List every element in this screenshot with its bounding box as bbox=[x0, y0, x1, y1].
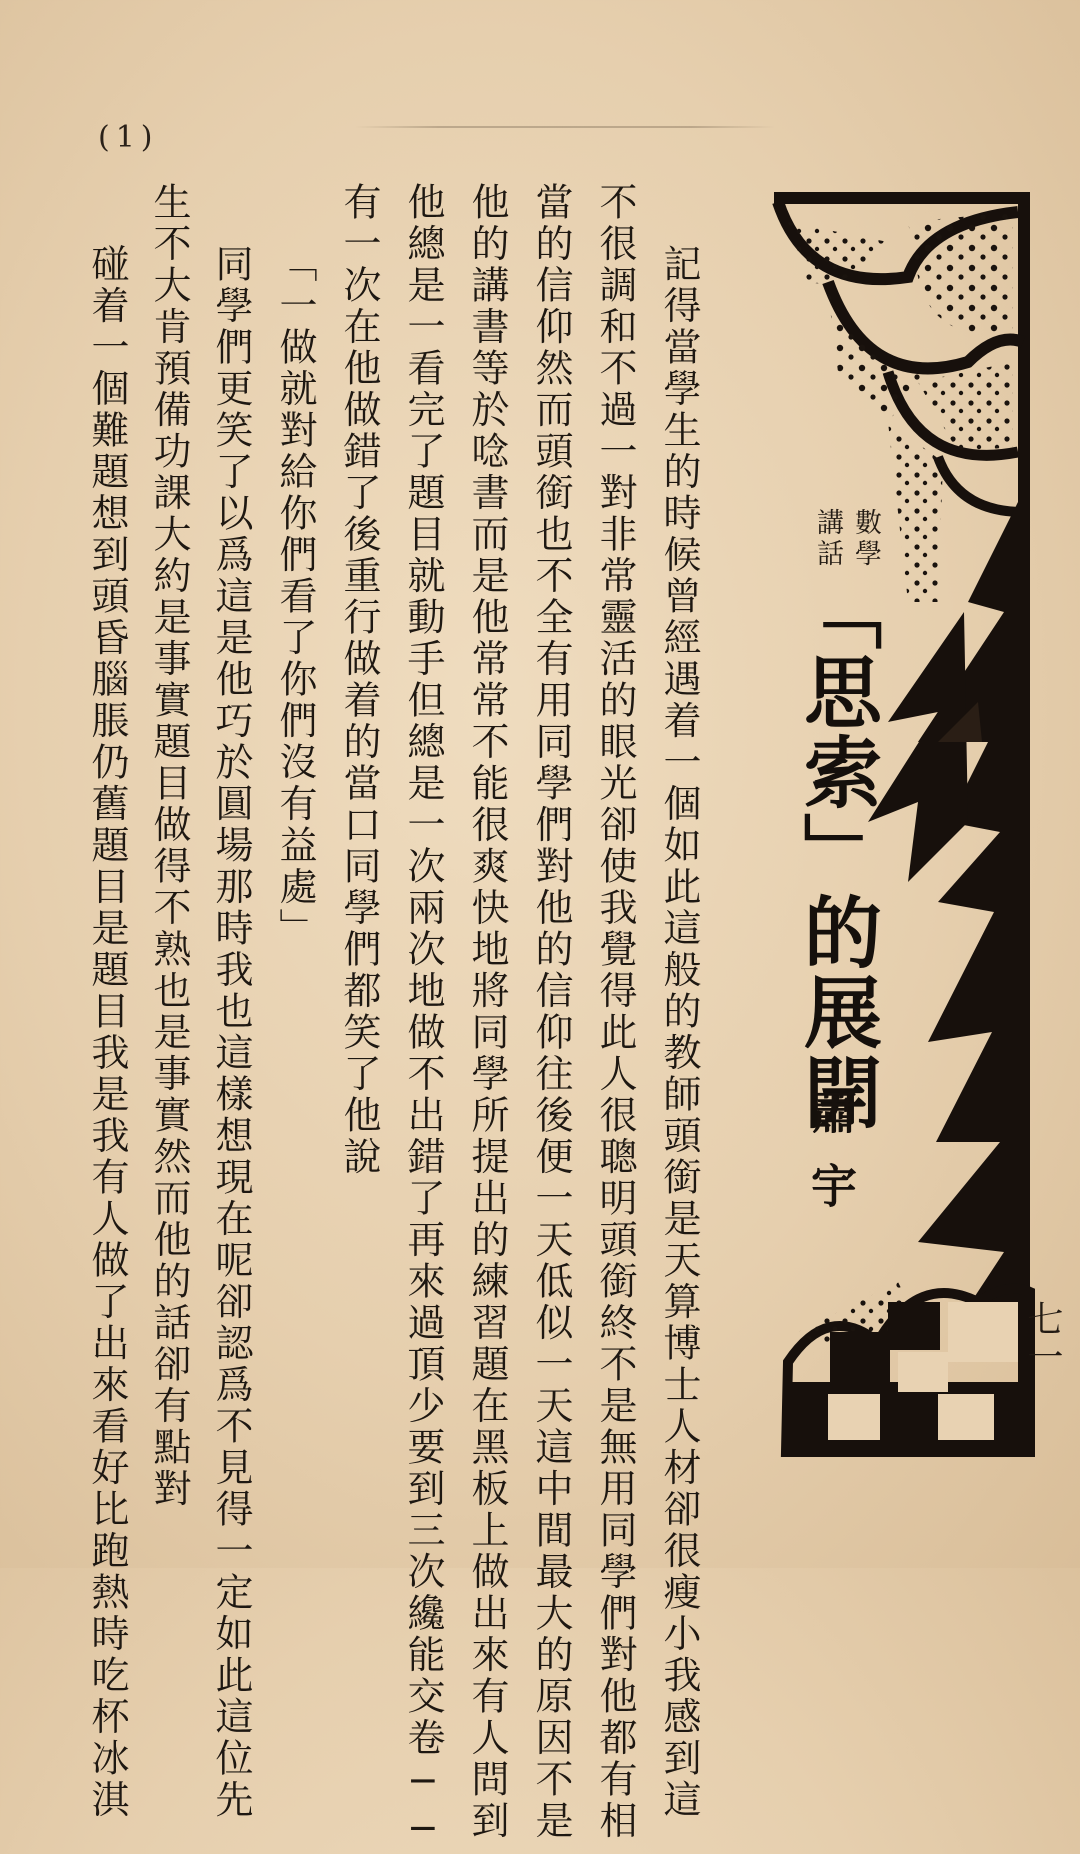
text-column-1: 記得當學生的時候曾經遇着一個如此這般的教師頭銜是天算博士人材卻很瘦小我感到這 bbox=[657, 244, 701, 1821]
text-column-6: 有一次在他做錯了後重行做着的當口同學們都笑了他說 bbox=[337, 182, 381, 1178]
series-label-math: 數學 bbox=[850, 508, 881, 570]
text-column-8: 同學們更笑了以爲這是他巧於圓場那時我也這樣想現在呢卻認爲不見得一定如此這位先 bbox=[209, 244, 253, 1821]
series-label-lecture: 講話 bbox=[812, 508, 843, 570]
text-column-10: 碰着一個難題想到頭昏腦脹仍舊題目是題目我是我有人做了出來看好比跑熱時吃杯冰淇 bbox=[85, 244, 129, 1821]
author-name: 蕭宇 bbox=[804, 1088, 858, 1236]
text-column-9: 生不大肯預備功課大約是事實題目做得不熟也是事實然而他的話卻有點對 bbox=[147, 182, 191, 1510]
text-column-7: 「一做就對給你們看了你們沒有益處」 bbox=[273, 244, 317, 950]
text-column-3: 當的信仰然而頭銜也不全有用同學們對他的信仰往後便一天低似一天這中間最大的原因不是 bbox=[529, 182, 573, 1842]
page-number: (1) bbox=[98, 120, 159, 155]
article-title: 「思索」的展開 bbox=[791, 572, 882, 1132]
text-column-5: 他總是一看完了題目就動手但總是一次兩次地做不出錯了再來過頂少要到三次纔能交卷── bbox=[401, 182, 445, 1854]
folio-number: 七一 bbox=[1022, 1300, 1063, 1376]
faint-running-header bbox=[355, 126, 775, 128]
text-column-4: 他的講書等於唸書而是他常常不能很爽快地將同學所提出的練習題在黑板上做出來有人問到 bbox=[465, 182, 509, 1842]
text-column-2: 不很調和不過一對非常靈活的眼光卻使我覺得此人很聰明頭銜終不是無用同學們對他都有相 bbox=[593, 182, 637, 1842]
